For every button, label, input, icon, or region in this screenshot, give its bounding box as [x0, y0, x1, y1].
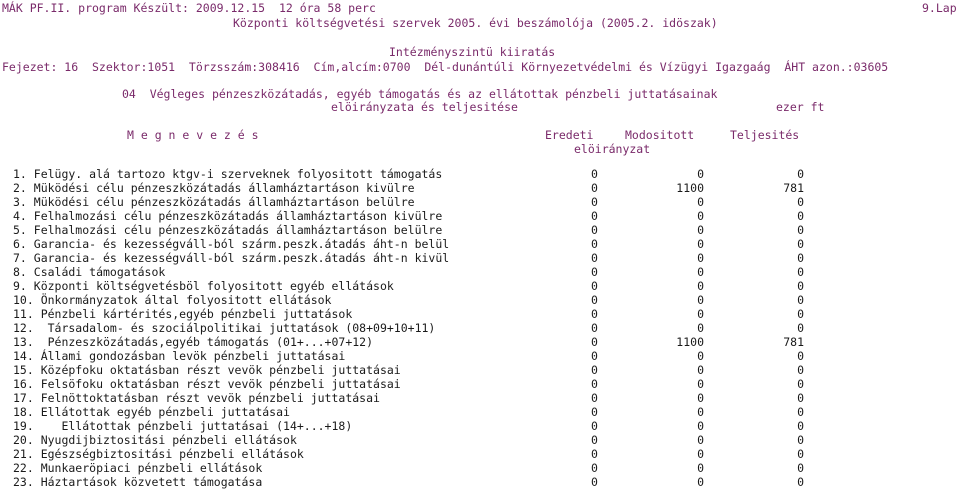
- row-original: 0: [591, 279, 598, 293]
- table-row: [0, 420, 960, 434]
- row-label: 2. Müködési célu pénzeszközátadás államháztartáson kivülre: [13, 181, 415, 195]
- table-row: [0, 266, 960, 280]
- row-modified: 0: [697, 237, 704, 251]
- row-modified: 0: [697, 447, 704, 461]
- row-label: 3. Müködési célu pénzeszközátadás államháztartáson belülre: [13, 195, 415, 209]
- row-label: 19. Ellátottak pénzbeli juttatásai (14+...+18): [13, 419, 353, 433]
- row-modified: 0: [697, 293, 704, 307]
- row-completion: 0: [797, 265, 804, 279]
- row-modified: 1100: [676, 335, 704, 349]
- row-completion: 0: [797, 321, 804, 335]
- row-modified: 0: [697, 419, 704, 433]
- row-original: 0: [591, 209, 598, 223]
- row-label: 7. Garancia- és kezességváll-ból szárm.peszk.átadás áht-n kivül: [13, 251, 450, 265]
- row-completion: 0: [797, 475, 804, 489]
- column-header-modified: Modositott: [625, 128, 695, 142]
- row-modified: 0: [697, 475, 704, 489]
- data-table: [0, 168, 960, 490]
- column-header-completion: Teljesités: [730, 128, 800, 142]
- row-completion: 0: [797, 405, 804, 419]
- row-label: 4. Felhalmozási célu pénzeszközátadás államháztartáson kivülre: [13, 209, 443, 223]
- row-label: 14. Állami gondozásban levök pénzbeli juttatásai: [13, 349, 346, 363]
- report-subtitle: Központi költségvetési szervek 2005. évi beszámolója (2005.2. idöszak): [233, 16, 718, 30]
- table-row: [0, 462, 960, 476]
- row-original: 0: [591, 419, 598, 433]
- row-label: 6. Garancia- és kezességváll-ból szárm.peszk.átadás áht-n belül: [13, 237, 450, 251]
- unit-label: ezer ft: [776, 100, 825, 114]
- row-label: 11. Pénzbeli kártérités,egyéb pénzbeli juttatások: [13, 307, 353, 321]
- table-row: [0, 322, 960, 336]
- table-row: [0, 308, 960, 322]
- row-label: 20. Nyugdijbiztositási pénzbeli ellátások: [13, 433, 297, 447]
- table-row: [0, 224, 960, 238]
- row-completion: 0: [797, 223, 804, 237]
- row-completion: 0: [797, 167, 804, 181]
- row-modified: 0: [697, 279, 704, 293]
- report-header-left: MÁK PF.II. program Készült: 2009.12.15 12 óra 58 perc: [2, 1, 376, 15]
- row-completion: 781: [783, 335, 804, 349]
- section-title-line2: elöirányzata és teljesitése: [331, 100, 518, 114]
- row-modified: 1100: [676, 181, 704, 195]
- table-row: [0, 182, 960, 196]
- section-title-line1: 04 Végleges pénzeszközátadás, egyéb támogatás és az ellátottak pénzbeli juttatásainak: [122, 87, 718, 101]
- column-header-original: Eredeti: [545, 128, 594, 142]
- institution-info: Fejezet: 16 Szektor:1051 Törzsszám:308416 Cím,alcím:0700 Dél-dunántúli Környezetvédelmi és Vízügyi Igazgaág ÁHT azon.:03605: [2, 60, 889, 74]
- row-completion: 0: [797, 237, 804, 251]
- row-completion: 0: [797, 195, 804, 209]
- table-row: [0, 238, 960, 252]
- row-label: 10. Önkormányzatok által folyositott ellátások: [13, 293, 332, 307]
- row-original: 0: [591, 475, 598, 489]
- row-label: 12. Társadalom- és szociálpolitikai juttatások (08+09+10+11): [13, 321, 436, 335]
- row-completion: 0: [797, 391, 804, 405]
- row-modified: 0: [697, 265, 704, 279]
- column-header-name: M e g n e v e z é s: [127, 128, 259, 142]
- column-header-appropriation: elöirányzat: [574, 142, 651, 156]
- row-completion: 0: [797, 251, 804, 265]
- row-modified: 0: [697, 391, 704, 405]
- row-completion: 0: [797, 363, 804, 377]
- row-modified: 0: [697, 223, 704, 237]
- row-modified: 0: [697, 209, 704, 223]
- table-row: [0, 476, 960, 490]
- row-original: 0: [591, 447, 598, 461]
- row-completion: 0: [797, 461, 804, 475]
- table-row: [0, 210, 960, 224]
- row-original: 0: [591, 167, 598, 181]
- row-original: 0: [591, 307, 598, 321]
- row-label: 23. Háztartások közvetett támogatása: [13, 475, 263, 489]
- row-original: 0: [591, 405, 598, 419]
- row-original: 0: [591, 195, 598, 209]
- row-label: 22. Munkaeröpiaci pénzbeli ellátások: [13, 461, 263, 475]
- row-modified: 0: [697, 195, 704, 209]
- row-completion: 0: [797, 433, 804, 447]
- row-completion: 0: [797, 307, 804, 321]
- row-label: 1. Felügy. alá tartozo ktgv-i szerveknek folyositott támogatás: [13, 167, 443, 181]
- row-completion: 0: [797, 209, 804, 223]
- row-modified: 0: [697, 461, 704, 475]
- row-original: 0: [591, 251, 598, 265]
- row-original: 0: [591, 349, 598, 363]
- table-row: [0, 280, 960, 294]
- row-label: 15. Középfoku oktatásban részt vevök pénzbeli juttatásai: [13, 363, 401, 377]
- row-original: 0: [591, 391, 598, 405]
- row-modified: 0: [697, 349, 704, 363]
- row-modified: 0: [697, 167, 704, 181]
- row-original: 0: [591, 181, 598, 195]
- row-modified: 0: [697, 251, 704, 265]
- row-label: 9. Központi költségvetésböl folyositott egyéb ellátások: [13, 279, 394, 293]
- row-original: 0: [591, 363, 598, 377]
- row-label: 16. Felsöfoku oktatásban részt vevök pénzbeli juttatásai: [13, 377, 401, 391]
- row-original: 0: [591, 461, 598, 475]
- table-row: [0, 350, 960, 364]
- report-title: Intézményszintü kiiratás: [389, 45, 556, 59]
- row-label: 5. Felhalmozási célu pénzeszközátadás államháztartáson belülre: [13, 223, 443, 237]
- row-label: 21. Egészségbiztositási pénzbeli ellátások: [13, 447, 304, 461]
- table-row: [0, 196, 960, 210]
- row-label: 17. Felnöttoktatásban részt vevök pénzbeli juttatásai: [13, 391, 380, 405]
- row-original: 0: [591, 293, 598, 307]
- row-modified: 0: [697, 405, 704, 419]
- row-original: 0: [591, 321, 598, 335]
- row-completion: 0: [797, 447, 804, 461]
- row-modified: 0: [697, 321, 704, 335]
- table-row: [0, 378, 960, 392]
- row-original: 0: [591, 237, 598, 251]
- row-label: 8. Családi támogatások: [13, 265, 166, 279]
- table-row: [0, 392, 960, 406]
- table-row: [0, 448, 960, 462]
- table-row: [0, 294, 960, 308]
- page-number: 9.Lap: [922, 1, 957, 15]
- row-completion: 781: [783, 181, 804, 195]
- row-completion: 0: [797, 293, 804, 307]
- row-modified: 0: [697, 307, 704, 321]
- row-modified: 0: [697, 377, 704, 391]
- row-completion: 0: [797, 279, 804, 293]
- table-row: [0, 364, 960, 378]
- table-row: [0, 434, 960, 448]
- row-completion: 0: [797, 419, 804, 433]
- row-completion: 0: [797, 349, 804, 363]
- table-row: [0, 336, 960, 350]
- row-original: 0: [591, 377, 598, 391]
- row-original: 0: [591, 335, 598, 349]
- table-row: [0, 252, 960, 266]
- row-label: 18. Ellátottak egyéb pénzbeli juttatásai: [13, 405, 290, 419]
- row-completion: 0: [797, 377, 804, 391]
- row-modified: 0: [697, 363, 704, 377]
- row-original: 0: [591, 433, 598, 447]
- table-row: [0, 406, 960, 420]
- row-modified: 0: [697, 433, 704, 447]
- row-original: 0: [591, 265, 598, 279]
- row-original: 0: [591, 223, 598, 237]
- row-label: 13. Pénzeszközátadás,egyéb támogatás (01+...+07+12): [13, 335, 374, 349]
- table-row: [0, 168, 960, 182]
